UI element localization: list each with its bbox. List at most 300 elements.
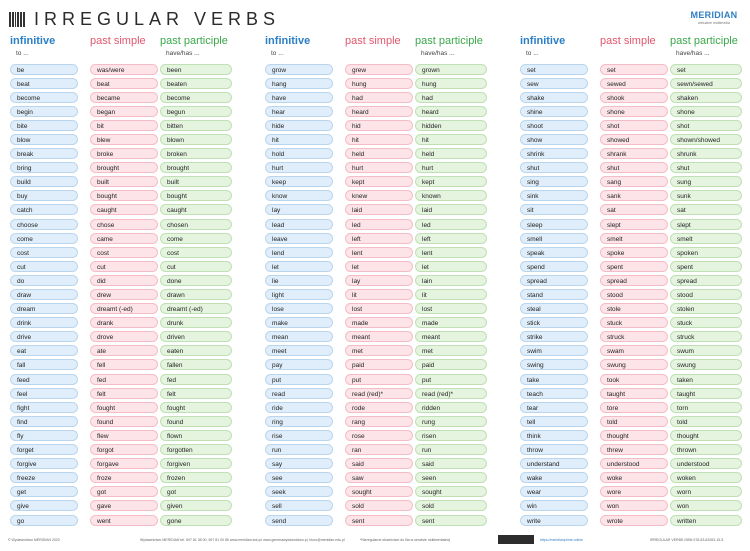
- past-participle-cell: lent: [415, 247, 487, 258]
- past-participle-cell: driven: [160, 331, 232, 342]
- past-simple-cell: met: [345, 345, 413, 356]
- infinitive-cell: smell: [520, 233, 588, 244]
- past-simple-cell: showed: [600, 134, 668, 145]
- infinitive-cell: set: [520, 64, 588, 75]
- verb-row: [265, 485, 503, 499]
- infinitive-cell: pay: [265, 359, 333, 370]
- infinitive-cell: lay: [265, 204, 333, 215]
- verb-rows: [10, 62, 248, 527]
- past-participle-cell: spread: [670, 275, 742, 286]
- infinitive-cell: find: [10, 416, 78, 427]
- past-simple-cell: wrote: [600, 515, 668, 526]
- verb-row: [520, 231, 750, 245]
- footer-copyright: © Wydawnictwo MERIDIAN 2020: [8, 538, 60, 542]
- verb-row: [265, 273, 503, 287]
- past-simple-cell: heard: [345, 106, 413, 117]
- header-past-participle: past participle: [160, 35, 228, 47]
- infinitive-cell: break: [10, 148, 78, 159]
- infinitive-cell: seek: [265, 486, 333, 497]
- verb-row: [520, 288, 750, 302]
- infinitive-cell: ring: [265, 416, 333, 427]
- past-simple-cell: blew: [90, 134, 158, 145]
- header-past-participle: past participle: [415, 35, 483, 47]
- verb-row: [265, 443, 503, 457]
- past-simple-cell: dreamt (-ed): [90, 303, 158, 314]
- verb-row: [265, 175, 503, 189]
- footer: [0, 533, 750, 547]
- verb-row: [10, 372, 248, 386]
- past-simple-cell: went: [90, 515, 158, 526]
- past-participle-cell: shot: [670, 120, 742, 131]
- verb-row: [520, 457, 750, 471]
- past-simple-cell: saw: [345, 472, 413, 483]
- past-participle-cell: got: [160, 486, 232, 497]
- verb-row: [10, 273, 248, 287]
- infinitive-cell: wear: [520, 486, 588, 497]
- past-participle-cell: met: [415, 345, 487, 356]
- verb-row: [520, 499, 750, 513]
- past-participle-cell: shrunk: [670, 148, 742, 159]
- past-simple-cell: laid: [345, 204, 413, 215]
- past-simple-cell: taught: [600, 388, 668, 399]
- past-participle-cell: set: [670, 64, 742, 75]
- verb-row: [10, 62, 248, 76]
- verb-row: [520, 513, 750, 527]
- infinitive-cell: bite: [10, 120, 78, 131]
- past-participle-cell: torn: [670, 402, 742, 413]
- infinitive-cell: sell: [265, 500, 333, 511]
- past-participle-cell: paid: [415, 359, 487, 370]
- header-past-simple: past simple: [600, 35, 656, 47]
- infinitive-cell: lose: [265, 303, 333, 314]
- column-headers: [520, 34, 750, 48]
- past-simple-cell: broke: [90, 148, 158, 159]
- past-simple-cell: fed: [90, 374, 158, 385]
- verb-row: [265, 76, 503, 90]
- verb-row: [265, 104, 503, 118]
- past-participle-cell: cut: [160, 261, 232, 272]
- past-participle-cell: won: [670, 500, 742, 511]
- past-participle-cell: held: [415, 148, 487, 159]
- past-simple-cell: gave: [90, 500, 158, 511]
- infinitive-cell: speak: [520, 247, 588, 258]
- verb-row: [265, 457, 503, 471]
- past-simple-cell: said: [345, 458, 413, 469]
- verb-row: [10, 499, 248, 513]
- past-simple-cell: grew: [345, 64, 413, 75]
- past-participle-cell: beaten: [160, 78, 232, 89]
- past-simple-cell: cost: [90, 247, 158, 258]
- infinitive-cell: eat: [10, 345, 78, 356]
- verb-row: [10, 147, 248, 161]
- infinitive-cell: shoot: [520, 120, 588, 131]
- past-participle-cell: rung: [415, 416, 487, 427]
- infinitive-cell: bring: [10, 162, 78, 173]
- column-headers: [265, 34, 503, 48]
- barcode-icon: [9, 12, 25, 27]
- past-participle-cell: worn: [670, 486, 742, 497]
- past-participle-cell: eaten: [160, 345, 232, 356]
- subheader-infinitive: to ...: [271, 50, 284, 57]
- past-participle-cell: brought: [160, 162, 232, 173]
- infinitive-cell: sit: [520, 204, 588, 215]
- past-simple-cell: wore: [600, 486, 668, 497]
- verb-row: [520, 344, 750, 358]
- infinitive-cell: give: [10, 500, 78, 511]
- infinitive-cell: go: [10, 515, 78, 526]
- footer-contact: Wydawnictwo MERIDIAN tel. 697 81 38 00, 697 81 00 85 www.meridian.edu.pl www.gemmawydawnictwo.pl, biuro@meridian.edu.pl: [140, 538, 345, 542]
- infinitive-cell: tear: [520, 402, 588, 413]
- past-participle-cell: thrown: [670, 444, 742, 455]
- infinitive-cell: say: [265, 458, 333, 469]
- past-simple-cell: bought: [90, 190, 158, 201]
- verb-row: [10, 104, 248, 118]
- infinitive-cell: hit: [265, 134, 333, 145]
- past-participle-cell: shaken: [670, 92, 742, 103]
- past-simple-cell: began: [90, 106, 158, 117]
- verb-row: [520, 147, 750, 161]
- past-participle-cell: flown: [160, 430, 232, 441]
- past-participle-cell: hurt: [415, 162, 487, 173]
- verb-row: [265, 161, 503, 175]
- past-simple-cell: paid: [345, 359, 413, 370]
- verb-row: [520, 132, 750, 146]
- verb-row: [10, 316, 248, 330]
- past-participle-cell: fed: [160, 374, 232, 385]
- infinitive-cell: drive: [10, 331, 78, 342]
- infinitive-cell: ride: [265, 402, 333, 413]
- past-participle-cell: read (red)*: [415, 388, 487, 399]
- past-simple-cell: hung: [345, 78, 413, 89]
- verb-row: [10, 513, 248, 527]
- past-simple-cell: sank: [600, 190, 668, 201]
- verb-row: [520, 485, 750, 499]
- past-simple-cell: swam: [600, 345, 668, 356]
- verb-row: [10, 302, 248, 316]
- past-simple-cell: lit: [345, 289, 413, 300]
- past-simple-cell: beat: [90, 78, 158, 89]
- infinitive-cell: show: [520, 134, 588, 145]
- infinitive-cell: become: [10, 92, 78, 103]
- past-participle-cell: woken: [670, 472, 742, 483]
- past-simple-cell: sat: [600, 204, 668, 215]
- past-simple-cell: rode: [345, 402, 413, 413]
- past-participle-cell: had: [415, 92, 487, 103]
- past-participle-cell: meant: [415, 331, 487, 342]
- past-participle-cell: sought: [415, 486, 487, 497]
- past-simple-cell: threw: [600, 444, 668, 455]
- verb-row: [10, 90, 248, 104]
- past-participle-cell: written: [670, 515, 742, 526]
- verb-row: [520, 443, 750, 457]
- past-participle-cell: thought: [670, 430, 742, 441]
- infinitive-cell: sew: [520, 78, 588, 89]
- infinitive-cell: strike: [520, 331, 588, 342]
- past-participle-cell: left: [415, 233, 487, 244]
- past-simple-cell: told: [600, 416, 668, 427]
- past-simple-cell: spread: [600, 275, 668, 286]
- past-participle-cell: grown: [415, 64, 487, 75]
- infinitive-cell: freeze: [10, 472, 78, 483]
- infinitive-cell: cut: [10, 261, 78, 272]
- verb-row: [520, 330, 750, 344]
- past-participle-cell: sung: [670, 176, 742, 187]
- verb-row: [10, 330, 248, 344]
- past-participle-cell: stood: [670, 289, 742, 300]
- past-participle-cell: said: [415, 458, 487, 469]
- past-simple-cell: set: [600, 64, 668, 75]
- infinitive-cell: feed: [10, 374, 78, 385]
- verb-row: [265, 344, 503, 358]
- past-participle-cell: swum: [670, 345, 742, 356]
- verb-row: [265, 132, 503, 146]
- verb-row: [520, 471, 750, 485]
- past-simple-cell: led: [345, 219, 413, 230]
- infinitive-cell: throw: [520, 444, 588, 455]
- past-simple-cell: understood: [600, 458, 668, 469]
- verb-row: [520, 90, 750, 104]
- infinitive-cell: do: [10, 275, 78, 286]
- verb-rows: [520, 62, 750, 527]
- past-participle-cell: fallen: [160, 359, 232, 370]
- past-participle-cell: spent: [670, 261, 742, 272]
- infinitive-cell: drink: [10, 317, 78, 328]
- past-simple-cell: caught: [90, 204, 158, 215]
- past-participle-cell: cost: [160, 247, 232, 258]
- verb-row: [10, 288, 248, 302]
- past-simple-cell: found: [90, 416, 158, 427]
- past-simple-cell: slept: [600, 219, 668, 230]
- verb-row: [265, 302, 503, 316]
- past-simple-cell: thought: [600, 430, 668, 441]
- verb-row: [520, 104, 750, 118]
- past-participle-cell: caught: [160, 204, 232, 215]
- past-simple-cell: spoke: [600, 247, 668, 258]
- past-participle-cell: slept: [670, 219, 742, 230]
- verb-row: [520, 189, 750, 203]
- infinitive-cell: send: [265, 515, 333, 526]
- infinitive-cell: tell: [520, 416, 588, 427]
- verb-row: [10, 161, 248, 175]
- past-simple-cell: left: [345, 233, 413, 244]
- past-participle-cell: stolen: [670, 303, 742, 314]
- verb-row: [520, 386, 750, 400]
- infinitive-cell: hear: [265, 106, 333, 117]
- verb-row: [520, 316, 750, 330]
- past-participle-cell: sunk: [670, 190, 742, 201]
- past-simple-cell: took: [600, 374, 668, 385]
- infinitive-cell: get: [10, 486, 78, 497]
- past-participle-cell: sold: [415, 500, 487, 511]
- infinitive-cell: lead: [265, 219, 333, 230]
- infinitive-cell: leave: [265, 233, 333, 244]
- header-infinitive: infinitive: [265, 35, 311, 47]
- verb-row: [10, 386, 248, 400]
- past-simple-cell: drank: [90, 317, 158, 328]
- past-simple-cell: sewed: [600, 78, 668, 89]
- verb-row: [10, 203, 248, 217]
- past-participle-cell: become: [160, 92, 232, 103]
- verb-row: [10, 414, 248, 428]
- past-simple-cell: struck: [600, 331, 668, 342]
- past-simple-cell: fell: [90, 359, 158, 370]
- subheader-infinitive: to ...: [16, 50, 29, 57]
- infinitive-cell: swim: [520, 345, 588, 356]
- past-simple-cell: brought: [90, 162, 158, 173]
- past-participle-cell: sewn/sewed: [670, 78, 742, 89]
- past-participle-cell: done: [160, 275, 232, 286]
- past-simple-cell: shot: [600, 120, 668, 131]
- past-participle-cell: laid: [415, 204, 487, 215]
- infinitive-cell: keep: [265, 176, 333, 187]
- infinitive-cell: read: [265, 388, 333, 399]
- verb-row: [10, 118, 248, 132]
- past-participle-cell: sat: [670, 204, 742, 215]
- past-participle-cell: struck: [670, 331, 742, 342]
- past-simple-cell: hit: [345, 134, 413, 145]
- infinitive-cell: beat: [10, 78, 78, 89]
- header-infinitive: infinitive: [520, 35, 566, 47]
- past-participle-cell: lain: [415, 275, 487, 286]
- infinitive-cell: begin: [10, 106, 78, 117]
- publisher-logo: [688, 10, 740, 25]
- verb-row: [265, 471, 503, 485]
- infinitive-cell: swing: [520, 359, 588, 370]
- verb-row: [265, 288, 503, 302]
- footer-code: IRREGULAR VERBS ISBN 978-83-63263-15-5: [650, 538, 724, 542]
- past-simple-cell: tore: [600, 402, 668, 413]
- infinitive-cell: spend: [520, 261, 588, 272]
- verb-row: [10, 485, 248, 499]
- verb-row: [265, 62, 503, 76]
- infinitive-cell: mean: [265, 331, 333, 342]
- past-simple-cell: shrank: [600, 148, 668, 159]
- verb-row: [10, 76, 248, 90]
- infinitive-cell: teach: [520, 388, 588, 399]
- infinitive-cell: make: [265, 317, 333, 328]
- past-participle-cell: led: [415, 219, 487, 230]
- verb-row: [265, 330, 503, 344]
- past-participle-cell: hung: [415, 78, 487, 89]
- infinitive-cell: see: [265, 472, 333, 483]
- verb-row: [10, 217, 248, 231]
- infinitive-cell: fly: [10, 430, 78, 441]
- past-participle-cell: dreamt (-ed): [160, 303, 232, 314]
- past-simple-cell: put: [345, 374, 413, 385]
- infinitive-cell: write: [520, 515, 588, 526]
- subheader-infinitive: to ...: [526, 50, 539, 57]
- verb-row: [520, 400, 750, 414]
- past-participle-cell: lost: [415, 303, 487, 314]
- infinitive-cell: grow: [265, 64, 333, 75]
- verb-row: [265, 400, 503, 414]
- infinitive-cell: fall: [10, 359, 78, 370]
- past-participle-cell: chosen: [160, 219, 232, 230]
- infinitive-cell: shine: [520, 106, 588, 117]
- infinitive-cell: stand: [520, 289, 588, 300]
- infinitive-cell: shake: [520, 92, 588, 103]
- past-simple-cell: lost: [345, 303, 413, 314]
- verb-block-2: [265, 34, 503, 526]
- past-simple-cell: woke: [600, 472, 668, 483]
- infinitive-cell: rise: [265, 430, 333, 441]
- infinitive-cell: hide: [265, 120, 333, 131]
- past-participle-cell: begun: [160, 106, 232, 117]
- past-simple-cell: froze: [90, 472, 158, 483]
- past-participle-cell: kept: [415, 176, 487, 187]
- verb-row: [520, 62, 750, 76]
- subheader-past-participle: have/has ...: [676, 50, 710, 57]
- past-participle-cell: sent: [415, 515, 487, 526]
- footer-note: *Nieregularne słownictwo do fila w serwisie multimedialnej: [360, 538, 451, 542]
- past-simple-cell: made: [345, 317, 413, 328]
- past-simple-cell: read (red)*: [345, 388, 413, 399]
- verb-row: [520, 273, 750, 287]
- past-participle-cell: found: [160, 416, 232, 427]
- past-participle-cell: made: [415, 317, 487, 328]
- verb-block-3: [520, 34, 750, 526]
- past-simple-cell: built: [90, 176, 158, 187]
- infinitive-cell: steal: [520, 303, 588, 314]
- subheader-past-participle: have/has ...: [421, 50, 455, 57]
- past-simple-cell: was/were: [90, 64, 158, 75]
- past-participle-cell: taken: [670, 374, 742, 385]
- verb-row: [520, 372, 750, 386]
- verb-row: [520, 245, 750, 259]
- verb-row: [265, 372, 503, 386]
- past-participle-cell: let: [415, 261, 487, 272]
- infinitive-cell: build: [10, 176, 78, 187]
- past-simple-cell: spent: [600, 261, 668, 272]
- past-simple-cell: stuck: [600, 317, 668, 328]
- past-simple-cell: stood: [600, 289, 668, 300]
- past-simple-cell: got: [90, 486, 158, 497]
- verb-row: [265, 386, 503, 400]
- header-past-simple: past simple: [345, 35, 401, 47]
- verb-rows: [265, 62, 503, 527]
- past-simple-cell: had: [345, 92, 413, 103]
- verb-row: [520, 414, 750, 428]
- past-simple-cell: sold: [345, 500, 413, 511]
- infinitive-cell: put: [265, 374, 333, 385]
- infinitive-cell: have: [265, 92, 333, 103]
- past-participle-cell: shone: [670, 106, 742, 117]
- past-participle-cell: gone: [160, 515, 232, 526]
- infinitive-cell: lie: [265, 275, 333, 286]
- past-simple-cell: smelt: [600, 233, 668, 244]
- past-simple-cell: chose: [90, 219, 158, 230]
- verb-row: [520, 175, 750, 189]
- verb-row: [10, 231, 248, 245]
- verb-row: [265, 217, 503, 231]
- verb-row: [265, 259, 503, 273]
- past-participle-cell: drunk: [160, 317, 232, 328]
- verb-row: [10, 457, 248, 471]
- verb-row: [265, 358, 503, 372]
- past-simple-cell: sent: [345, 515, 413, 526]
- infinitive-cell: forget: [10, 444, 78, 455]
- verb-row: [265, 316, 503, 330]
- infinitive-cell: catch: [10, 204, 78, 215]
- past-simple-cell: cut: [90, 261, 158, 272]
- verb-row: [10, 259, 248, 273]
- infinitive-cell: shrink: [520, 148, 588, 159]
- footer-brand-badge: [498, 535, 534, 544]
- past-simple-cell: drew: [90, 289, 158, 300]
- past-participle-cell: bitten: [160, 120, 232, 131]
- verb-row: [10, 189, 248, 203]
- infinitive-cell: take: [520, 374, 588, 385]
